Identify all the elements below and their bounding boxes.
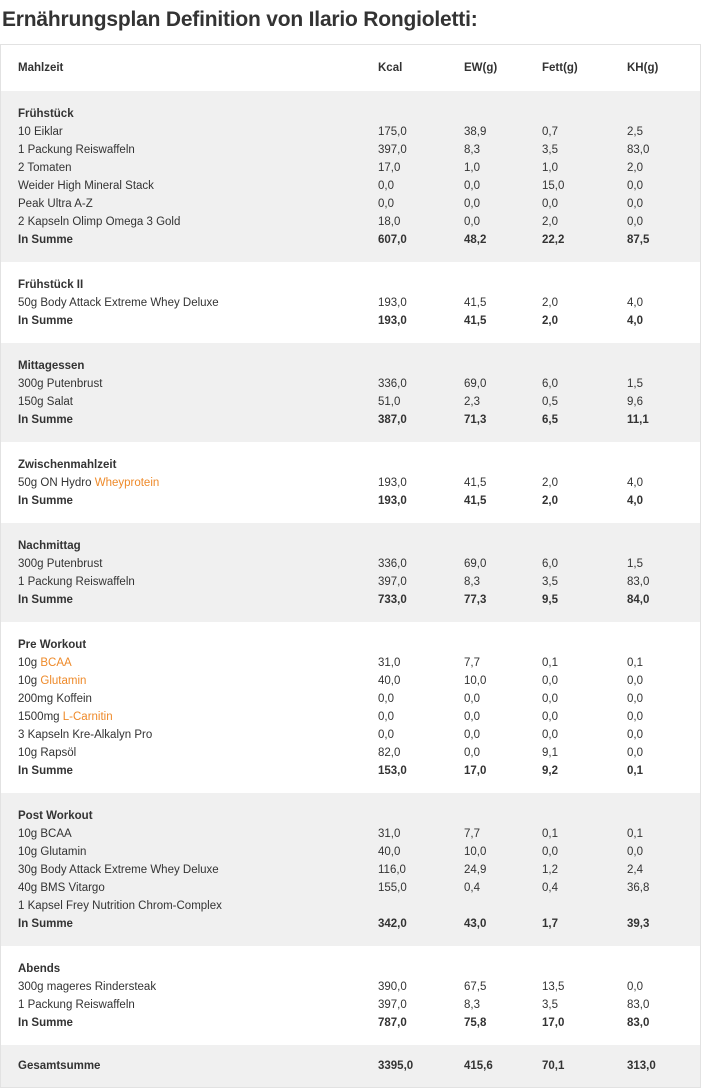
section-title-row xyxy=(1,960,700,978)
kcal-value: 397,0 xyxy=(378,144,407,156)
table-row xyxy=(1,555,700,573)
sum-kcal: 193,0 xyxy=(378,495,407,507)
kh-value: 0,0 xyxy=(627,180,643,192)
sum-ew: 77,3 xyxy=(464,594,487,606)
food-text: 30g Body Attack Extreme Whey Deluxe xyxy=(18,864,219,876)
food-item xyxy=(1,978,378,996)
sum-fett: 1,7 xyxy=(542,918,558,930)
ew-value: 0,0 xyxy=(464,180,480,192)
fett-value: 0,0 xyxy=(542,693,558,705)
sum-fett: 2,0 xyxy=(542,315,558,327)
fett-value: 13,5 xyxy=(542,981,565,993)
kh-value: 0,0 xyxy=(627,675,643,687)
sum-label: In Summe xyxy=(18,765,73,777)
kcal-value: 193,0 xyxy=(378,477,407,489)
sum-fett: 9,2 xyxy=(542,765,558,777)
fett-value: 0,0 xyxy=(542,675,558,687)
food-item xyxy=(1,375,378,393)
food-item xyxy=(1,690,378,708)
sum-kh: 0,1 xyxy=(627,765,643,777)
sum-kh: 39,3 xyxy=(627,918,650,930)
kh-value: 0,0 xyxy=(627,711,643,723)
ew-value: 0,0 xyxy=(464,711,480,723)
ew-value: 8,3 xyxy=(464,144,480,156)
table-row xyxy=(1,393,700,411)
kh-value: 4,0 xyxy=(627,477,643,489)
fett-value: 1,2 xyxy=(542,864,558,876)
food-text: 2 Tomaten xyxy=(18,162,72,174)
ew-value: 0,0 xyxy=(464,693,480,705)
kh-value: 36,8 xyxy=(627,882,650,894)
food-item xyxy=(1,654,378,672)
fett-value: 2,0 xyxy=(542,477,558,489)
sum-kh: 4,0 xyxy=(627,495,643,507)
kh-value: 0,0 xyxy=(627,747,643,759)
total-fett: 70,1 xyxy=(542,1060,565,1072)
table-row xyxy=(1,654,700,672)
food-item xyxy=(1,195,378,213)
ew-value: 0,0 xyxy=(464,747,480,759)
kcal-value: 0,0 xyxy=(378,711,394,723)
nutrition-table xyxy=(0,44,701,1088)
kcal-value: 116,0 xyxy=(378,864,406,876)
food-text: 10g BCAA xyxy=(18,828,72,840)
kh-value: 0,0 xyxy=(627,693,643,705)
kh-value: 0,0 xyxy=(627,216,643,228)
table-row xyxy=(1,123,700,141)
food-text: 10g xyxy=(18,675,38,687)
total-label: Gesamtsumme xyxy=(18,1060,101,1072)
section-title: Pre Workout xyxy=(18,639,87,651)
sum-ew: 43,0 xyxy=(464,918,487,930)
fett-value: 0,7 xyxy=(542,126,558,138)
ew-value: 0,4 xyxy=(464,882,480,894)
food-item xyxy=(1,159,378,177)
sum-row xyxy=(1,1014,700,1032)
sum-label: In Summe xyxy=(18,315,73,327)
kcal-value: 0,0 xyxy=(378,693,394,705)
ew-value: 10,0 xyxy=(464,675,487,687)
meal-section xyxy=(1,622,700,793)
food-text: 40g BMS Vitargo xyxy=(18,882,105,894)
meal-section xyxy=(1,793,700,946)
food-text: 10 Eiklar xyxy=(18,126,63,138)
ew-value: 2,3 xyxy=(464,396,480,408)
fett-value: 9,1 xyxy=(542,747,558,759)
kh-value: 1,5 xyxy=(627,378,643,390)
table-row xyxy=(1,141,700,159)
section-title: Nachmittag xyxy=(18,540,81,552)
sum-fett: 6,5 xyxy=(542,414,558,426)
table-row xyxy=(1,195,700,213)
sum-kcal: 787,0 xyxy=(378,1017,407,1029)
total-ew: 415,6 xyxy=(464,1060,493,1072)
table-row xyxy=(1,159,700,177)
kh-value: 0,1 xyxy=(627,828,643,840)
fett-value: 3,5 xyxy=(542,144,558,156)
fett-value: 0,1 xyxy=(542,657,558,669)
ew-value: 24,9 xyxy=(464,864,487,876)
kh-value: 0,0 xyxy=(627,198,643,210)
ew-value: 0,0 xyxy=(464,198,480,210)
fett-value: 0,0 xyxy=(542,846,558,858)
kcal-value: 155,0 xyxy=(378,882,407,894)
food-item xyxy=(1,573,378,591)
ew-value: 0,0 xyxy=(464,729,480,741)
table-row xyxy=(1,978,700,996)
fett-value: 1,0 xyxy=(542,162,558,174)
food-text: 10g Glutamin xyxy=(18,846,87,858)
kcal-value: 31,0 xyxy=(378,828,401,840)
meal-section xyxy=(1,343,700,442)
ew-value: 1,0 xyxy=(464,162,480,174)
kh-value: 2,4 xyxy=(627,864,643,876)
food-text: 1500mg xyxy=(18,711,60,723)
food-text: 300g Putenbrust xyxy=(18,558,103,570)
kcal-value: 51,0 xyxy=(378,396,401,408)
section-title: Post Workout xyxy=(18,810,93,822)
food-item xyxy=(1,213,378,231)
meal-section xyxy=(1,946,700,1045)
sum-kcal: 733,0 xyxy=(378,594,407,606)
sum-fett: 17,0 xyxy=(542,1017,565,1029)
table-row xyxy=(1,213,700,231)
fett-value: 0,0 xyxy=(542,729,558,741)
food-item xyxy=(1,744,378,762)
table-row xyxy=(1,825,700,843)
header-fett: Fett(g) xyxy=(542,62,578,74)
fett-value: 0,0 xyxy=(542,198,558,210)
kcal-value: 40,0 xyxy=(378,846,401,858)
section-title-row xyxy=(1,807,700,825)
food-item xyxy=(1,123,378,141)
food-text: 150g Salat xyxy=(18,396,73,408)
sum-label: In Summe xyxy=(18,234,73,246)
sum-label: In Summe xyxy=(18,1017,73,1029)
table-row xyxy=(1,861,700,879)
total-kcal: 3395,0 xyxy=(378,1060,414,1072)
table-row xyxy=(1,177,700,195)
kh-value: 0,0 xyxy=(627,981,643,993)
fett-value: 0,1 xyxy=(542,828,558,840)
kcal-value: 0,0 xyxy=(378,729,394,741)
food-text: 1 Packung Reiswaffeln xyxy=(18,576,135,588)
food-text: 10g Rapsöl xyxy=(18,747,77,759)
section-title: Frühstück xyxy=(18,108,74,120)
sum-kh: 83,0 xyxy=(627,1017,650,1029)
kcal-value: 390,0 xyxy=(378,981,407,993)
product-link[interactable]: BCAA xyxy=(40,657,72,669)
food-text: Weider High Mineral Stack xyxy=(18,180,154,192)
kcal-value: 0,0 xyxy=(378,198,394,210)
header-mahlzeit: Mahlzeit xyxy=(18,62,64,74)
section-title-row xyxy=(1,537,700,555)
table-row xyxy=(1,843,700,861)
kh-value: 2,5 xyxy=(627,126,643,138)
food-text: 3 Kapseln Kre-Alkalyn Pro xyxy=(18,729,153,741)
food-item xyxy=(1,672,378,690)
kh-value: 83,0 xyxy=(627,999,650,1011)
sum-row xyxy=(1,492,700,510)
ew-value: 69,0 xyxy=(464,558,487,570)
food-text: 10g xyxy=(18,657,38,669)
ew-value: 38,9 xyxy=(464,126,487,138)
sum-kcal: 193,0 xyxy=(378,315,407,327)
section-title: Mittagessen xyxy=(18,360,85,372)
food-text: 300g mageres Rindersteak xyxy=(18,981,157,993)
ew-value: 8,3 xyxy=(464,999,480,1011)
table-row xyxy=(1,708,700,726)
table-row xyxy=(1,672,700,690)
ew-value: 67,5 xyxy=(464,981,487,993)
food-item xyxy=(1,897,378,915)
food-item xyxy=(1,555,378,573)
ew-value: 7,7 xyxy=(464,657,480,669)
food-item xyxy=(1,996,378,1014)
sum-label: In Summe xyxy=(18,918,73,930)
product-link[interactable]: L-Carnitin xyxy=(62,711,113,723)
sum-kcal: 153,0 xyxy=(378,765,407,777)
food-text: 50g ON Hydro xyxy=(18,477,92,489)
food-item xyxy=(1,861,378,879)
kcal-value: 336,0 xyxy=(378,378,407,390)
section-title-row xyxy=(1,357,700,375)
sum-fett: 22,2 xyxy=(542,234,565,246)
total-kh: 313,0 xyxy=(627,1060,656,1072)
sum-label: In Summe xyxy=(18,495,73,507)
food-item xyxy=(1,393,378,411)
section-title-row xyxy=(1,276,700,294)
sum-ew: 41,5 xyxy=(464,315,487,327)
food-text: 1 Packung Reiswaffeln xyxy=(18,999,135,1011)
table-header xyxy=(1,44,700,91)
section-title: Abends xyxy=(18,963,61,975)
section-title-row xyxy=(1,636,700,654)
sum-ew: 48,2 xyxy=(464,234,487,246)
fett-value: 0,4 xyxy=(542,882,558,894)
fett-value: 3,5 xyxy=(542,576,558,588)
food-item xyxy=(1,825,378,843)
sum-row xyxy=(1,312,700,330)
kcal-value: 31,0 xyxy=(378,657,401,669)
food-text: Peak Ultra A-Z xyxy=(18,198,93,210)
table-row xyxy=(1,744,700,762)
kcal-value: 0,0 xyxy=(378,180,394,192)
table-row xyxy=(1,726,700,744)
table-row xyxy=(1,375,700,393)
food-text: 200mg Koffein xyxy=(18,693,92,705)
ew-value: 10,0 xyxy=(464,846,487,858)
kh-value: 1,5 xyxy=(627,558,643,570)
meal-section xyxy=(1,262,700,343)
ew-value: 0,0 xyxy=(464,216,480,228)
table-row xyxy=(1,996,700,1014)
kcal-value: 82,0 xyxy=(378,747,401,759)
kcal-value: 40,0 xyxy=(378,675,401,687)
ew-value: 41,5 xyxy=(464,297,487,309)
sum-row xyxy=(1,411,700,429)
fett-value: 15,0 xyxy=(542,180,565,192)
food-item xyxy=(1,708,378,726)
fett-value: 6,0 xyxy=(542,378,558,390)
sum-row xyxy=(1,762,700,780)
food-text: 1 Kapsel Frey Nutrition Chrom-Complex xyxy=(18,900,222,912)
food-item xyxy=(1,474,378,492)
food-item xyxy=(1,177,378,195)
product-link[interactable]: Wheyprotein xyxy=(94,477,160,489)
kcal-value: 193,0 xyxy=(378,297,407,309)
sum-row xyxy=(1,231,700,249)
meal-section xyxy=(1,91,700,262)
sum-row xyxy=(1,915,700,933)
meal-section xyxy=(1,523,700,622)
kh-value: 0,1 xyxy=(627,657,643,669)
table-row xyxy=(1,474,700,492)
sum-ew: 71,3 xyxy=(464,414,487,426)
sum-kh: 11,1 xyxy=(627,414,649,426)
sum-kh: 87,5 xyxy=(627,234,650,246)
kh-value: 9,6 xyxy=(627,396,643,408)
table-row xyxy=(1,897,700,915)
food-item xyxy=(1,294,378,312)
table-row xyxy=(1,573,700,591)
sum-kcal: 387,0 xyxy=(378,414,407,426)
table-row xyxy=(1,294,700,312)
section-title: Frühstück II xyxy=(18,279,84,291)
sum-ew: 41,5 xyxy=(464,495,487,507)
kcal-value: 397,0 xyxy=(378,576,407,588)
food-item xyxy=(1,843,378,861)
kh-value: 83,0 xyxy=(627,576,650,588)
food-text: 50g Body Attack Extreme Whey Deluxe xyxy=(18,297,219,309)
sum-fett: 2,0 xyxy=(542,495,558,507)
fett-value: 6,0 xyxy=(542,558,558,570)
meal-section xyxy=(1,442,700,523)
food-item xyxy=(1,726,378,744)
food-item xyxy=(1,879,378,897)
sum-ew: 17,0 xyxy=(464,765,487,777)
fett-value: 0,5 xyxy=(542,396,558,408)
ew-value: 69,0 xyxy=(464,378,487,390)
kcal-value: 17,0 xyxy=(378,162,401,174)
sum-kcal: 342,0 xyxy=(378,918,407,930)
product-link[interactable]: Glutamin xyxy=(40,675,87,687)
table-row xyxy=(1,690,700,708)
food-text: 300g Putenbrust xyxy=(18,378,103,390)
sum-kcal: 607,0 xyxy=(378,234,407,246)
sum-row xyxy=(1,591,700,609)
kh-value: 0,0 xyxy=(627,846,643,858)
sum-label: In Summe xyxy=(18,594,73,606)
header-kh: KH(g) xyxy=(627,62,659,74)
food-text: 2 Kapseln Olimp Omega 3 Gold xyxy=(18,216,181,228)
section-title: Zwischenmahlzeit xyxy=(18,459,117,471)
kh-value: 2,0 xyxy=(627,162,643,174)
kcal-value: 175,0 xyxy=(378,126,407,138)
kh-value: 83,0 xyxy=(627,144,650,156)
header-ew: EW(g) xyxy=(464,62,498,74)
fett-value: 2,0 xyxy=(542,297,558,309)
fett-value: 3,5 xyxy=(542,999,558,1011)
kcal-value: 18,0 xyxy=(378,216,401,228)
table-row xyxy=(1,879,700,897)
food-item xyxy=(1,141,378,159)
sum-kh: 84,0 xyxy=(627,594,650,606)
header-kcal: Kcal xyxy=(378,62,403,74)
ew-value: 7,7 xyxy=(464,828,480,840)
kh-value: 4,0 xyxy=(627,297,643,309)
sum-kh: 4,0 xyxy=(627,315,643,327)
kcal-value: 336,0 xyxy=(378,558,407,570)
kh-value: 0,0 xyxy=(627,729,643,741)
section-title-row xyxy=(1,456,700,474)
kcal-value: 397,0 xyxy=(378,999,407,1011)
section-title-row xyxy=(1,105,700,123)
fett-value: 2,0 xyxy=(542,216,558,228)
ew-value: 8,3 xyxy=(464,576,480,588)
ew-value: 41,5 xyxy=(464,477,487,489)
meal-sections xyxy=(1,91,700,1045)
page-title: Ernährungsplan Definition von Ilario Rongioletti: xyxy=(2,8,478,31)
sum-label: In Summe xyxy=(18,414,73,426)
food-text: 1 Packung Reiswaffeln xyxy=(18,144,135,156)
sum-fett: 9,5 xyxy=(542,594,558,606)
fett-value: 0,0 xyxy=(542,711,558,723)
sum-ew: 75,8 xyxy=(464,1017,487,1029)
